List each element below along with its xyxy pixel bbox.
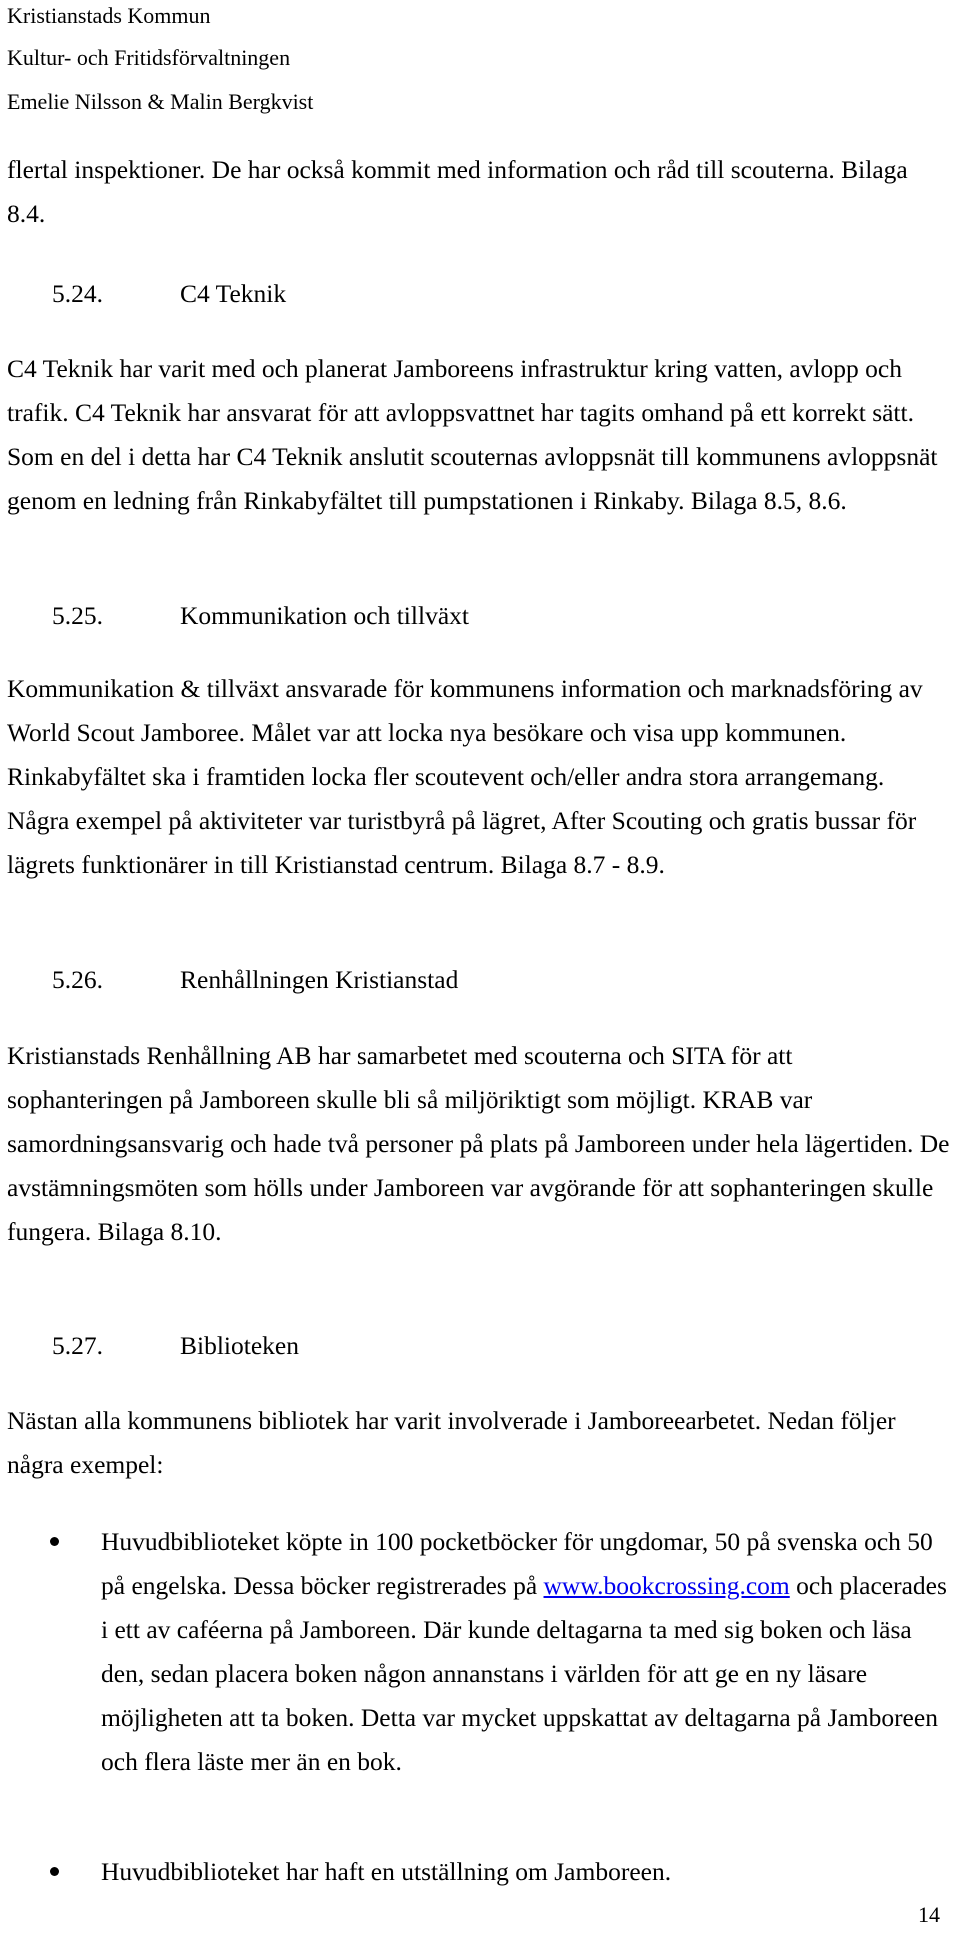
bullet-dot-icon	[50, 1867, 59, 1876]
section-number: 5.26.	[52, 965, 103, 994]
bullet-text-before-link: Huvudbiblioteket köpte in 100 pocketböcker för ungdomar, 50 på svenska och 50 på engelska. Dessa böcker registrerades på	[101, 1527, 933, 1600]
section-title: Biblioteken	[180, 1331, 299, 1360]
bullet-text-after-link: och placerades i ett av caféerna på Jamboreen. Där kunde deltagarna ta med sig boken och läsa den, sedan placera boken någon annanstans i världen för att ge en ny läsare möjligheten att ta boken. Detta var mycket uppskattat av deltagarna på Jamboreen och flera läste mer än en bok.	[101, 1571, 947, 1776]
section-body-5-27: Nästan alla kommunens bibliotek har varit involverade i Jamboreearbetet. Nedan följer några exempel:	[7, 1406, 896, 1479]
section-number: 5.25.	[52, 601, 103, 630]
section-body-5-25: Kommunikation & tillväxt ansvarade för kommunens information och marknadsföring av World Scout Jamboree. Målet var att locka nya besökare och visa upp kommunen. Rinkabyfältet ska i framtiden locka fler scoutevent och/eller andra stora arrangemang. Några exempel på aktiviteter var turistbyrå på lägret, After Scouting och gratis bussar för lägrets funktionärer in till Kristianstad centrum. Bilaga 8.7 - 8.9.	[7, 674, 923, 879]
header-line-2: Kultur- och Fritidsförvaltningen	[7, 45, 291, 70]
section-number: 5.27.	[52, 1331, 103, 1360]
bullet-text	[101, 1520, 956, 1784]
section-body-5-26: Kristianstads Renhållning AB har samarbetet med scouterna och SITA för att sophanteringen på Jamboreen skulle bli så miljöriktigt som möjligt. KRAB var samordningsansvarig och hade två personer på plats på Jamboreen under hela lägertiden. De avstämningsmöten som hölls under Jamboreen var avgörande för att sophanteringen skulle fungera. Bilaga 8.10.	[7, 1041, 950, 1246]
page-number: 14	[918, 1902, 940, 1927]
header-line-1: Kristianstads Kommun	[7, 3, 211, 28]
bullet-text: Huvudbiblioteket har haft en utställning om Jamboreen.	[101, 1857, 672, 1886]
intro-paragraph: flertal inspektioner. De har också kommit med information och råd till scouterna. Bilaga 8.4.	[7, 155, 908, 228]
section-title: C4 Teknik	[180, 279, 287, 308]
header-line-3: Emelie Nilsson & Malin Bergkvist	[7, 89, 314, 114]
section-title: Kommunikation och tillväxt	[180, 601, 469, 630]
section-number: 5.24.	[52, 279, 103, 308]
section-title: Renhållningen Kristianstad	[180, 965, 459, 994]
bullet-dot-icon	[50, 1537, 59, 1546]
bookcrossing-link[interactable]: www.bookcrossing.com	[543, 1571, 790, 1600]
section-body-5-24: C4 Teknik har varit med och planerat Jamboreens infrastruktur kring vatten, avlopp och trafik. C4 Teknik har ansvarat för att avloppsvattnet har tagits omhand på ett korrekt sätt. Som en del i detta har C4 Teknik anslutit scouternas avloppsnät till kommunens avloppsnät genom en ledning från Rinkabyfältet till pumpstationen i Rinkaby. Bilaga 8.5, 8.6.	[7, 354, 938, 515]
